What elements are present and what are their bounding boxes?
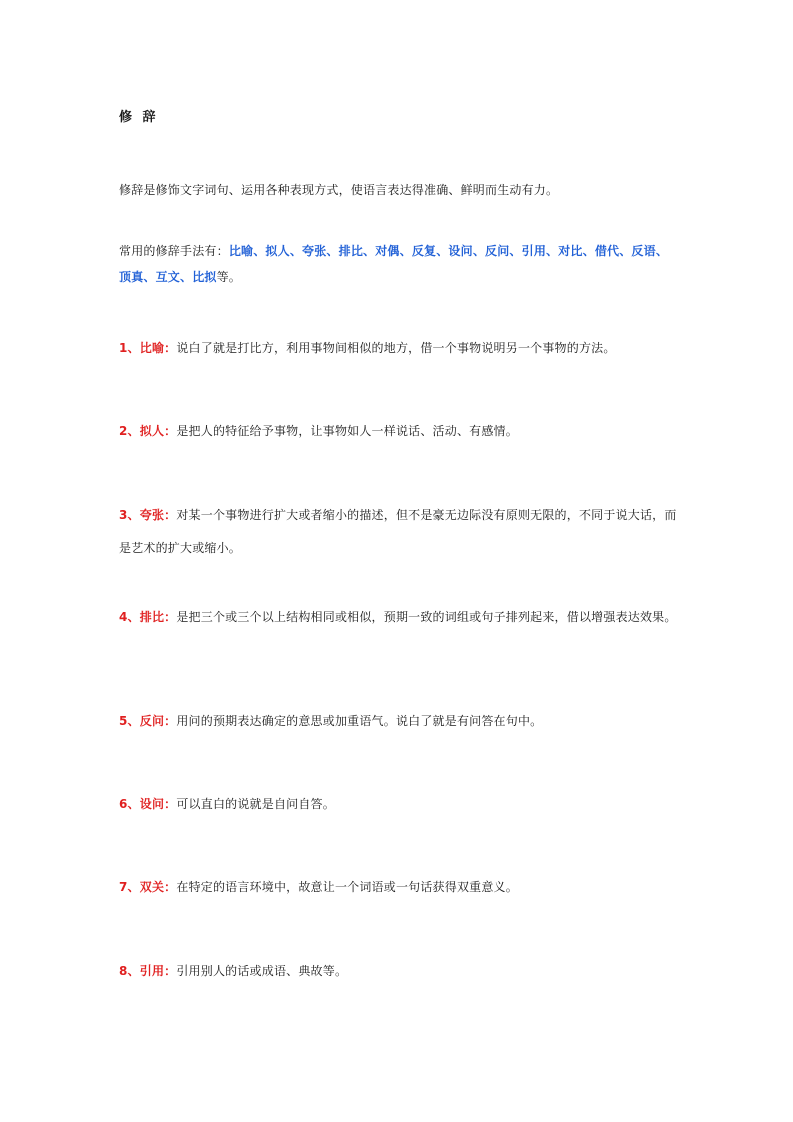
item-text: 说白了就是打比方，利用事物间相似的地方，借一个事物说明另一个事物的方法。: [176, 341, 616, 355]
item-text: 用问的预期表达确定的意思或加重语气。说白了就是有问答在句中。: [176, 714, 543, 728]
page-title: 修 辞: [119, 110, 159, 125]
item-text: 是把人的特征给予事物，让事物如人一样说话、活动、有感情。: [176, 424, 518, 438]
item-label: 1、比喻：: [119, 341, 177, 355]
common-prefix: 常用的修辞手法有：: [119, 244, 229, 258]
item-label: 3、夸张：: [119, 508, 177, 522]
item-paragraph: [119, 872, 677, 902]
item-label: 5、反问：: [119, 714, 177, 728]
item-paragraph: [119, 333, 677, 363]
item-label: 6、设问：: [119, 797, 177, 811]
item-label: 2、拟人：: [119, 424, 177, 438]
item-text: 在特定的语言环境中，故意让一个词语或一句话获得双重意义。: [176, 880, 518, 894]
item-text: 是把三个或三个以上结构相同或相似，预期一致的词组或句子排列起来，借以增强表达效果。: [176, 610, 677, 624]
item-text: 可以直白的说就是自问自答。: [176, 797, 335, 811]
common-techniques-paragraph: [119, 238, 677, 290]
item-paragraph: [119, 706, 677, 736]
item-paragraph: [119, 956, 677, 986]
item-label: 7、双关：: [119, 880, 177, 894]
common-suffix: 等。: [216, 270, 242, 284]
common-techniques-list: 比喻、拟人、夸张、排比、对偶、反复、设问、反问、引用、对比、借代、反语、顶真、互文、比拟: [119, 244, 669, 284]
definition-text: 修辞是修饰文字词句、运用各种表现方式，使语言表达得准确、鲜明而生动有力。: [119, 183, 559, 197]
item-text: 引用别人的话或成语、典故等。: [176, 964, 348, 978]
item-text: 对某一个事物进行扩大或者缩小的描述，但不是豪无边际没有原则无限的，不同于说大话，而是艺术的扩大或缩小。: [119, 508, 677, 555]
item-paragraph: [119, 499, 677, 565]
item-label: 4、排比：: [119, 610, 177, 624]
item-paragraph: [119, 789, 677, 819]
definition-paragraph: [119, 175, 677, 205]
item-label: 8、引用：: [119, 964, 177, 978]
item-paragraph: [119, 416, 677, 446]
item-paragraph: [119, 601, 677, 634]
